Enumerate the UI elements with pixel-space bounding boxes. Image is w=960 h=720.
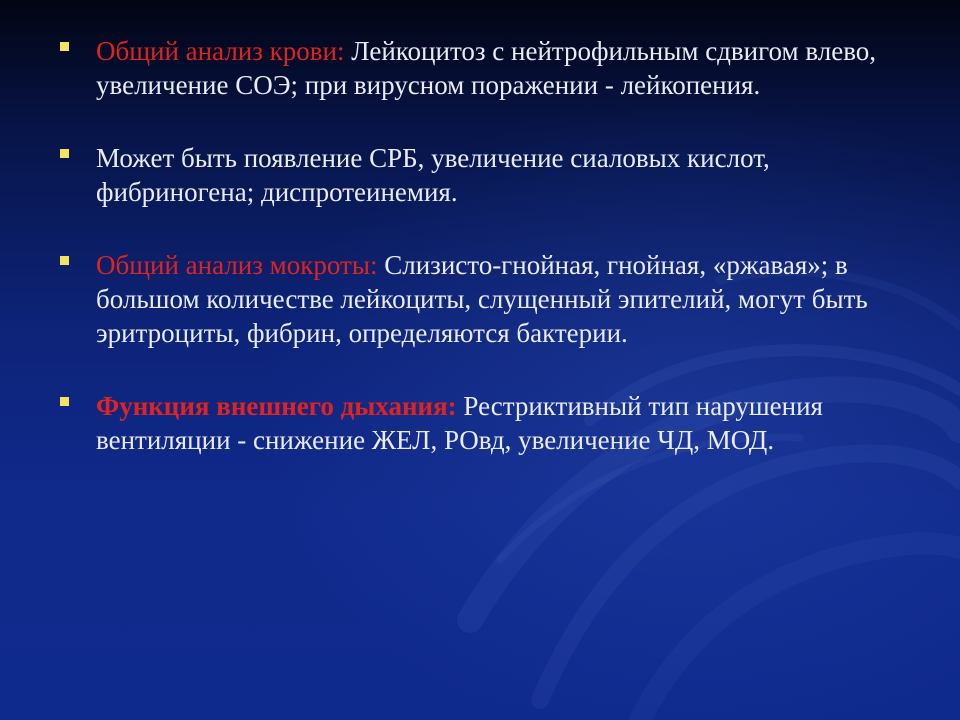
bullet-heading: Функция внешнего дыхания: — [96, 391, 457, 421]
bullet-text: Слизисто-гнойная, гнойная, «ржавая»; в большом количестве лейкоциты, слущенный эпителий, могут быть эритроциты, фибрин, определяются бактерии. — [96, 250, 868, 348]
bullet-text: Может быть появление СРБ, увеличение сиаловых кислот, фибриногена; диспротеинемия. — [96, 143, 770, 207]
bullet-heading: Общий анализ крови: — [96, 36, 345, 66]
bullet-text: Лейкоцитоз с нейтрофильным сдвигом влево, увеличение СОЭ; при вирусном поражении - лейкопения. — [96, 36, 877, 100]
bullet-square-icon — [60, 42, 69, 51]
bullet-item-sputum — [58, 248, 918, 350]
bullet-heading: Общий анализ мокроты: — [96, 250, 378, 280]
bullet-square-icon — [60, 256, 69, 265]
bullet-square-icon — [60, 397, 69, 406]
bullet-item-crp — [58, 141, 918, 209]
bullet-square-icon — [60, 149, 69, 158]
bullet-list — [58, 34, 918, 457]
bullet-item-respiratory — [58, 389, 918, 457]
bullet-item-blood-test — [58, 34, 918, 102]
bullet-text: Рестриктивный тип нарушения вентиляции - снижение ЖЕЛ, РОвд, увеличение ЧД, МОД. — [96, 391, 823, 455]
